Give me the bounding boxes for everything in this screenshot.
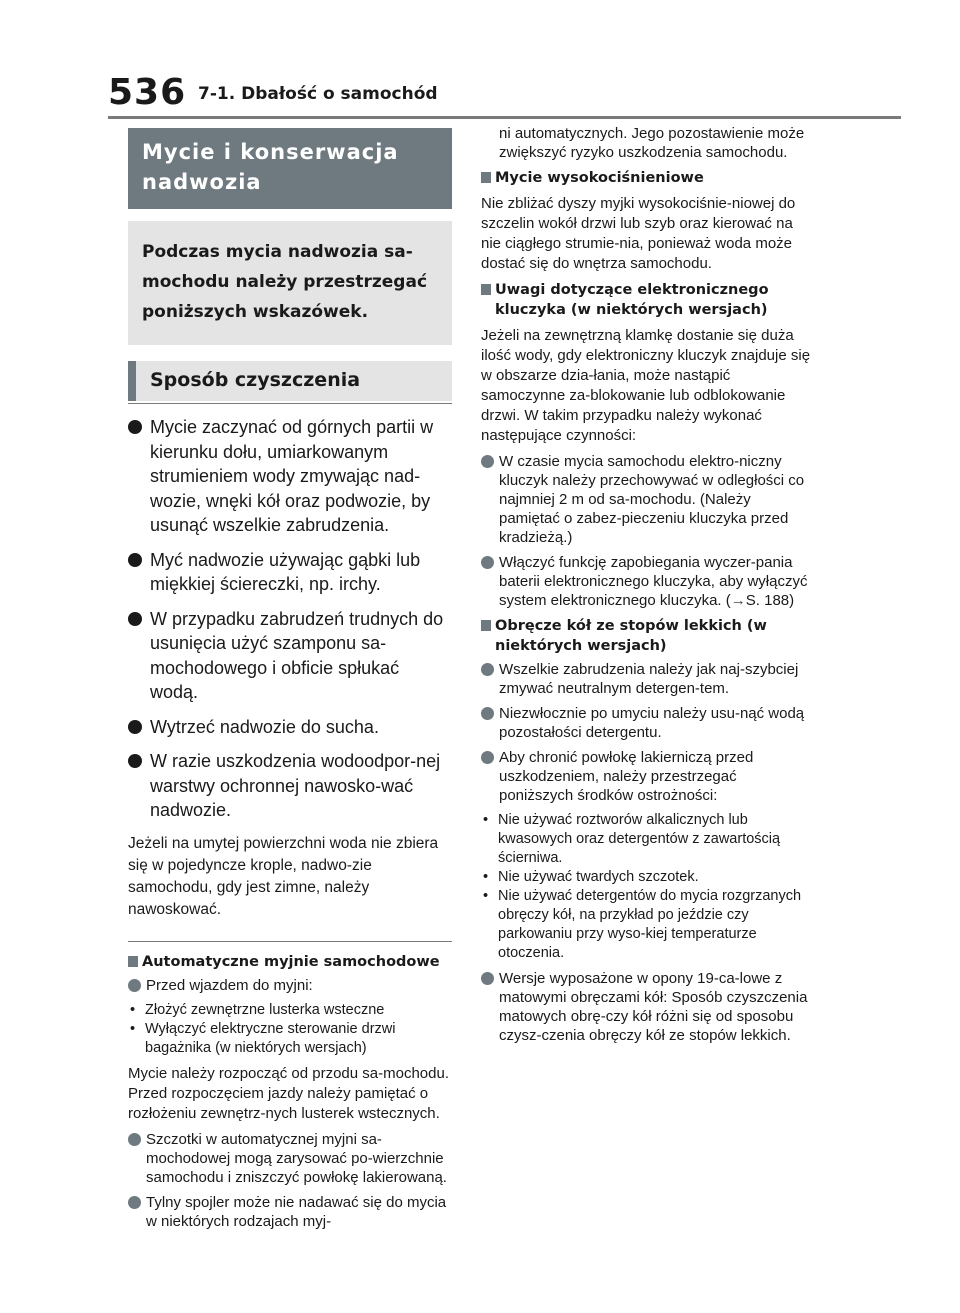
chapter-title: Mycie i konserwacja nadwozia — [128, 128, 452, 209]
subheading-cleaning: Sposób czyszczenia — [128, 361, 452, 401]
auto-wash-para: Mycie należy rozpocząć od przodu sa-mochodu. Przed rozpoczęciem jazdy należy pamiętać o rozłożeniu zewnętrz-nych lusterek wstecznych. — [128, 1064, 449, 1122]
key-notes-text: Jeżeli na zewnętrzną klamkę dostanie się duża ilość wody, gdy elektroniczny kluczyk znajduje się w obszarze dzia-łania, może nastąpić samoczynne za-blokowanie lub odblokowanie drzwi. W takim przypadku należy wykonać następujące czynności: — [481, 327, 811, 444]
key-notes-list — [481, 452, 811, 610]
wheels-heading: Obręcze kół ze stopów lekkich (w niektórych wersjach) — [481, 616, 811, 656]
bullet-icon — [128, 979, 141, 992]
bullet-icon — [481, 556, 494, 569]
bullet-icon — [481, 707, 494, 720]
bullet-icon — [481, 663, 494, 676]
bullet-icon — [481, 972, 494, 985]
auto-wash-heading: Automatyczne myjnie samochodowe — [128, 952, 452, 972]
right-column — [481, 124, 811, 1051]
bullet-icon — [481, 455, 494, 468]
list-item: Szczotki w automatycznej myjni sa-mochodowej mogą zarysować po-wierzchnie samochodu i zniszczyć powłokę lakierowaną. — [128, 1130, 452, 1187]
square-marker-icon — [481, 172, 491, 183]
bullet-icon — [128, 1133, 141, 1146]
left-column — [128, 128, 452, 1237]
list-item: W przypadku zabrudzeń trudnych do usunięcia użyć szamponu sa-mochodowego i obficie spłukać wodą. — [128, 607, 452, 705]
intro-box: Podczas mycia nadwozia sa-mochodu należy przestrzegać poniższych wskazówek. — [128, 221, 452, 345]
list-item: Mycie zaczynać od górnych partii w kierunku dołu, umiarkowanym strumieniem wody zmywając nad-wozie, wnęki kół oraz podwozie, by usunąć wszelkie zabrudzenia. — [128, 415, 452, 538]
square-marker-icon — [481, 620, 491, 631]
wax-note: Jeżeli na umytej powierzchni woda nie zbiera się w pojedyncze krople, nadwo-zie samochodu, gdy jest zimne, należy nawoskować. — [128, 834, 439, 918]
bullet-icon — [128, 754, 142, 768]
header-divider — [108, 116, 901, 119]
bullet-icon — [128, 612, 142, 626]
list-item: Włączyć funkcję zapobiegania wyczer-pania baterii elektronicznego kluczyka, aby wyłączyć system elektronicznego kluczyka. (→S. 188) — [481, 553, 811, 610]
high-pressure-heading: Mycie wysokociśnieniowe — [481, 168, 811, 188]
bullet-icon — [128, 553, 142, 567]
list-item: • Nie używać roztworów alkalicznych lub kwasowych oraz detergentów z zawartością ścierniwa. — [483, 812, 781, 866]
cleaning-steps — [128, 415, 452, 823]
high-pressure-text: Nie zbliżać dyszy myjki wysokociśnie-niowej do szczelin wokół drzwi lub szyb oraz kierować na nie ciągłego strumie-nia, ponieważ woda może dostać się do wnętrza samochodu. — [481, 195, 796, 272]
page-reference[interactable]: S. 188) — [745, 592, 795, 609]
list-item: • Złożyć zewnętrzne lusterka wsteczne — [130, 1001, 385, 1018]
bullet-icon — [128, 420, 142, 434]
square-marker-icon — [128, 956, 138, 967]
list-item: • Wyłączyć elektryczne sterowanie drzwi bagażnika (w niektórych wersjach) — [130, 1020, 396, 1056]
list-item: W razie uszkodzenia wodoodpor-nej warstwy ochronnej nawosko-wać nadwozie. — [128, 749, 452, 823]
auto-wash-list — [128, 976, 452, 995]
section-title: 7-1. Dbałość o samochód — [198, 84, 438, 104]
before-wash-items — [128, 1001, 452, 1058]
list-item: Wersje wyposażone w opony 19-ca-lowe z matowymi obręczami kół: Sposób czyszczenia matowych obrę-czy kół różni się od sposobu czysz-czenia obręczy kół ze stopów lekkich. — [481, 969, 811, 1045]
list-item: W czasie mycia samochodu elektro-niczny kluczyk należy przechowywać w odległości co najmniej 2 m od sa-mochodu. (Należy pamiętać o zabez-pieczeniu kluczyka przed kradzieżą.) — [481, 452, 811, 547]
list-item: Aby chronić powłokę lakierniczą przed uszkodzeniem, należy przestrzegać poniższych środków ostrożności: — [481, 748, 811, 805]
bullet-icon — [128, 720, 142, 734]
wheels-list — [481, 660, 811, 805]
wheels-matte-list — [481, 969, 811, 1045]
bullet-icon — [128, 1196, 141, 1209]
section-divider — [128, 941, 452, 942]
list-item: Niezwłocznie po umyciu należy usu-nąć wodą pozostałości detergentu. — [481, 704, 811, 742]
list-item: Tylny spojler może nie nadawać się do mycia w niektórych rodzajach myj- — [128, 1193, 452, 1231]
page-ref-arrow-icon: → — [730, 592, 746, 609]
auto-wash-warnings — [128, 1130, 452, 1231]
list-item: Wszelkie zabrudzenia należy jak naj-szybciej zmywać neutralnym detergen-tem. — [481, 660, 811, 698]
list-item: • Nie używać twardych szczotek. — [483, 869, 699, 885]
list-item: Wytrzeć nadwozie do sucha. — [128, 715, 452, 740]
square-marker-icon — [481, 284, 491, 295]
bullet-icon — [481, 751, 494, 764]
list-item: Myć nadwozie używając gąbki lub miękkiej ściereczki, np. irchy. — [128, 548, 452, 597]
list-item: Przed wjazdem do myjni: — [128, 976, 452, 995]
wheels-precautions — [481, 811, 811, 963]
page-number: 536 — [108, 72, 187, 113]
continuation-text: ni automatycznych. Jego pozostawienie może zwiększyć ryzyko uszkodzenia samochodu. — [499, 125, 805, 161]
key-notes-heading: Uwagi dotyczące elektronicznego kluczyka (w niektórych wersjach) — [481, 280, 811, 320]
list-item: • Nie używać detergentów do mycia rozgrzanych obręczy kół, na przykład po jeździe czy parkowaniu przy wyso-kiej temperaturze otoczenia. — [483, 888, 802, 961]
